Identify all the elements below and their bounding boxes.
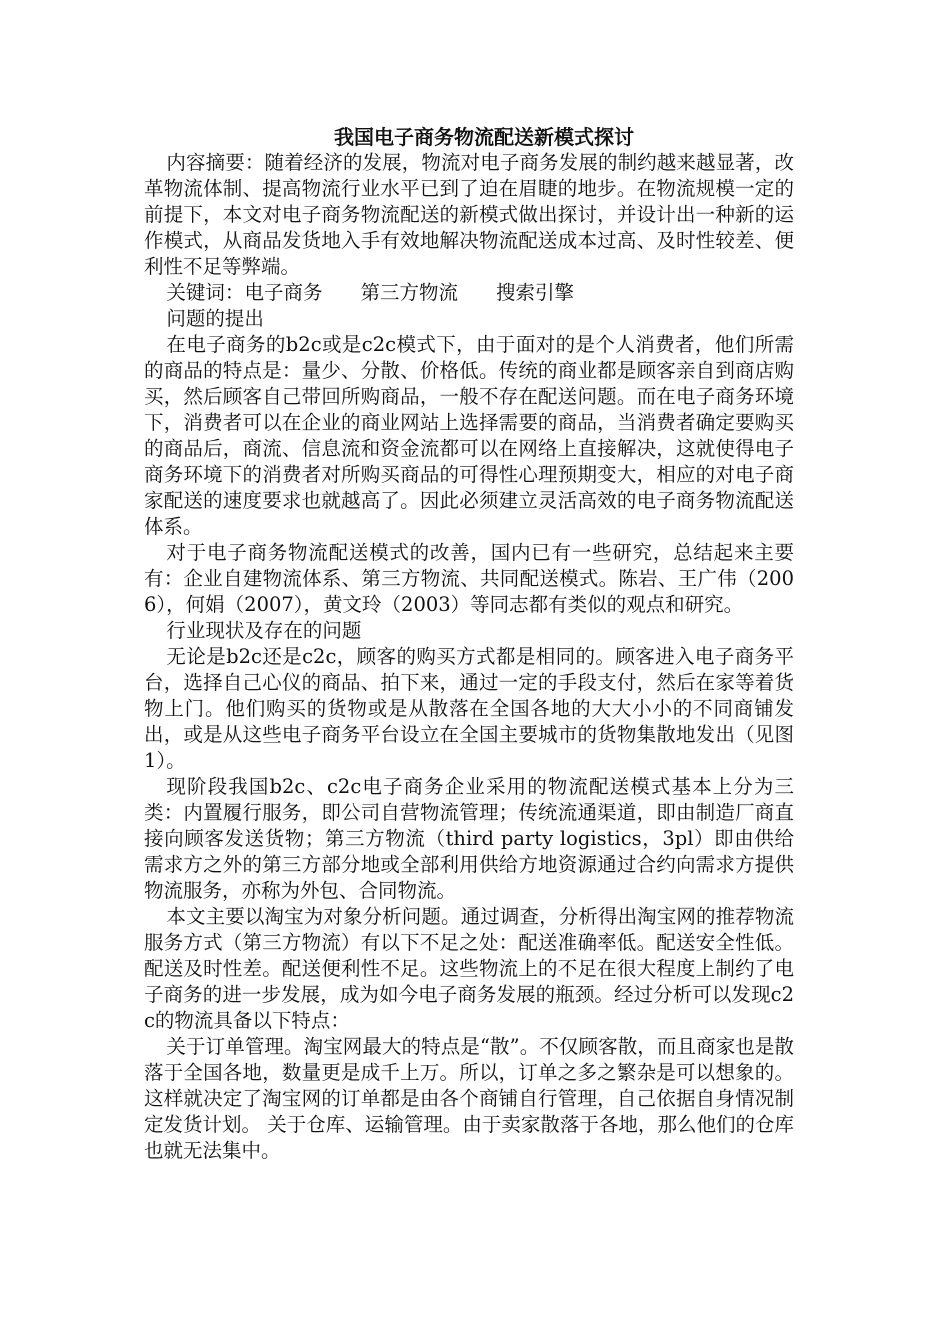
body-paragraph: 无论是b2c还是c2c，顾客的购买方式都是相同的。顾客进入电子商务平台，选择自己心仪的商品、拍下来，通过一定的手段支付，然后在家等着货物上门。他们购买的货物或是从散落在全国各地的大大小小的不同商铺发出，或是从这些电子商务平台设立在全国主要城市的货物集散地发出（见图1）。 (144, 645, 794, 772)
keyword-item: 电子商务 (244, 281, 323, 304)
keywords-label: 关键词： (166, 281, 245, 304)
document-body (144, 124, 794, 1164)
body-paragraph: 本文主要以淘宝为对象分析问题。通过调查，分析得出淘宝网的推荐物流服务方式（第三方物流）有以下不足之处：配送准确率低。配送安全性低。配送及时性差。配送便利性不足。这些物流上的不足在很大程度上制约了电子商务的进一步发展，成为如今电子商务发展的瓶颈。经过分析可以发现c2c的物流具备以下特点： (144, 905, 794, 1032)
abstract-paragraph: 内容摘要：随着经济的发展，物流对电子商务发展的制约越来越显著，改革物流体制、提高物流行业水平已到了迫在眉睫的地步。在物流规模一定的前提下，本文对电子商务物流配送的新模式做出探讨，并设计出一种新的运作模式，从商品发货地入手有效地解决物流配送成本过高、及时性较差、便利性不足等弊端。 (144, 151, 794, 278)
section-heading: 问题的提出 (166, 307, 264, 330)
body-paragraph: 对于电子商务物流配送模式的改善，国内已有一些研究，总结起来主要有：企业自建物流体系、第三方物流、共同配送模式。陈岩、王广伟（2006），何娟（2007），黄文玲（2003）等同志都有类似的观点和研究。 (144, 541, 794, 616)
keyword-item: 第三方物流 (360, 281, 458, 304)
body-paragraph: 在电子商务的b2c或是c2c模式下，由于面对的是个人消费者，他们所需的商品的特点是：量少、分散、价格低。传统的商业都是顾客亲自到商店购买，然后顾客自己带回所购商品，一般不存在配送问题。而在电子商务环境下，消费者可以在企业的商业网站上选择需要的商品，当消费者确定要购买的商品后，商流、信息流和资金流都可以在网络上直接解决，这就使得电子商务环境下的消费者对所购买商品的可得性心理预期变大，相应的对电子商家配送的速度要求也就越高了。因此必须建立灵活高效的电子商务物流配送体系。 (144, 333, 794, 538)
body-paragraph: 现阶段我国b2c、c2c电子商务企业采用的物流配送模式基本上分为三类：内置履行服务，即公司自营物流管理；传统流通渠道，即由制造厂商直接向顾客发送货物；第三方物流（third party logistics，3pl）即由供给需求方之外的第三方部分地或全部利用供给方地资源通过合约向需求方提供物流服务，亦称为外包、合同物流。 (144, 775, 794, 902)
keywords-line (144, 280, 794, 306)
section-heading: 行业现状及存在的问题 (166, 619, 362, 642)
body-paragraph: 关于订单管理。淘宝网最大的特点是“散”。不仅顾客散，而且商家也是散落于全国各地，数量更是成千上万。所以，订单之多之繁杂是可以想象的。这样就决定了淘宝网的订单都是由各个商铺自行管理，自己依据自身情况制定发货计划。 关于仓库、运输管理。由于卖家散落于各地，那么他们的仓库也就无法集中。 (144, 1035, 794, 1162)
keyword-item: 搜索引擎 (495, 281, 574, 304)
document-title: 我国电子商务物流配送新模式探讨 (334, 125, 634, 149)
